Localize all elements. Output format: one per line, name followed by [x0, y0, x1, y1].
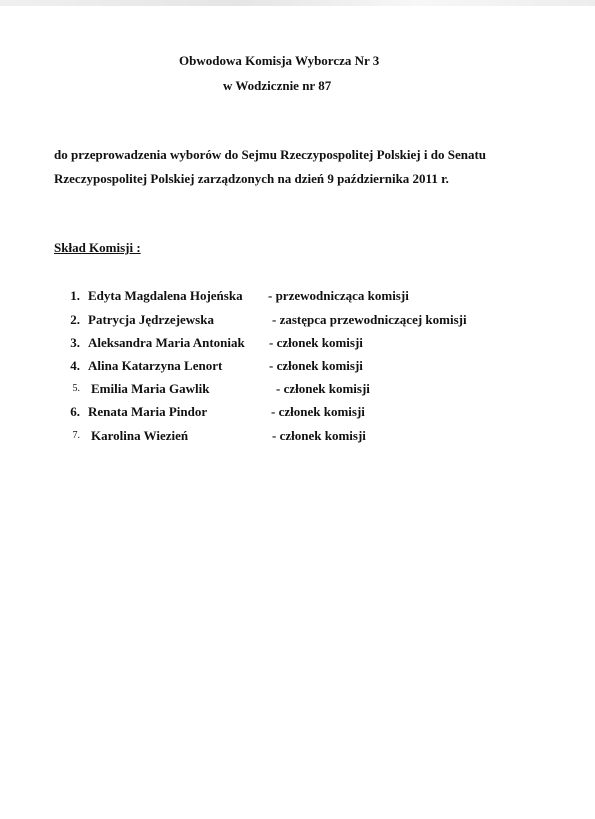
member-number: 2. — [70, 312, 80, 327]
member-row — [0, 288, 595, 308]
member-role: - przewodnicząca komisji — [268, 288, 409, 303]
intro-line-1: do przeprowadzenia wyborów do Sejmu Rzeczypospolitej Polskiej i do Senatu — [54, 147, 487, 162]
intro-line-2: Rzeczypospolitej Polskiej zarządzonych na dzień 9 października 2011 r. — [54, 171, 449, 186]
section-title: Skład Komisji : — [54, 240, 141, 255]
member-number: 4. — [70, 358, 80, 373]
member-role: - członek komisji — [272, 428, 366, 443]
member-row — [0, 381, 595, 401]
member-number: 3. — [70, 335, 80, 350]
member-name: Emilia Maria Gawlik — [91, 381, 210, 396]
member-row — [0, 335, 595, 355]
member-role: - członek komisji — [271, 404, 365, 419]
member-name: Karolina Wiezień — [91, 428, 189, 443]
member-row — [0, 358, 595, 378]
commission-location: w Wodzicznie nr 87 — [223, 78, 332, 93]
commission-title: Obwodowa Komisja Wyborcza Nr 3 — [179, 53, 380, 68]
member-name: Patrycja Jędrzejewska — [88, 312, 214, 327]
member-name: Alina Katarzyna Lenort — [88, 358, 223, 373]
member-name: Aleksandra Maria Antoniak — [88, 335, 245, 350]
member-number: 6. — [70, 404, 80, 419]
member-row — [0, 428, 595, 448]
member-number: 7. — [72, 430, 80, 441]
member-role: - członek komisji — [269, 358, 363, 373]
member-name: Renata Maria Pindor — [88, 404, 208, 419]
scan-edge-artifact — [0, 0, 595, 6]
member-role: - członek komisji — [269, 335, 363, 350]
member-number: 1. — [70, 288, 80, 303]
member-role: - zastępca przewodniczącej komisji — [272, 312, 467, 327]
member-number: 5. — [72, 383, 80, 394]
member-role: - członek komisji — [276, 381, 370, 396]
member-row — [0, 312, 595, 332]
member-name: Edyta Magdalena Hojeńska — [88, 288, 243, 303]
member-row — [0, 404, 595, 424]
